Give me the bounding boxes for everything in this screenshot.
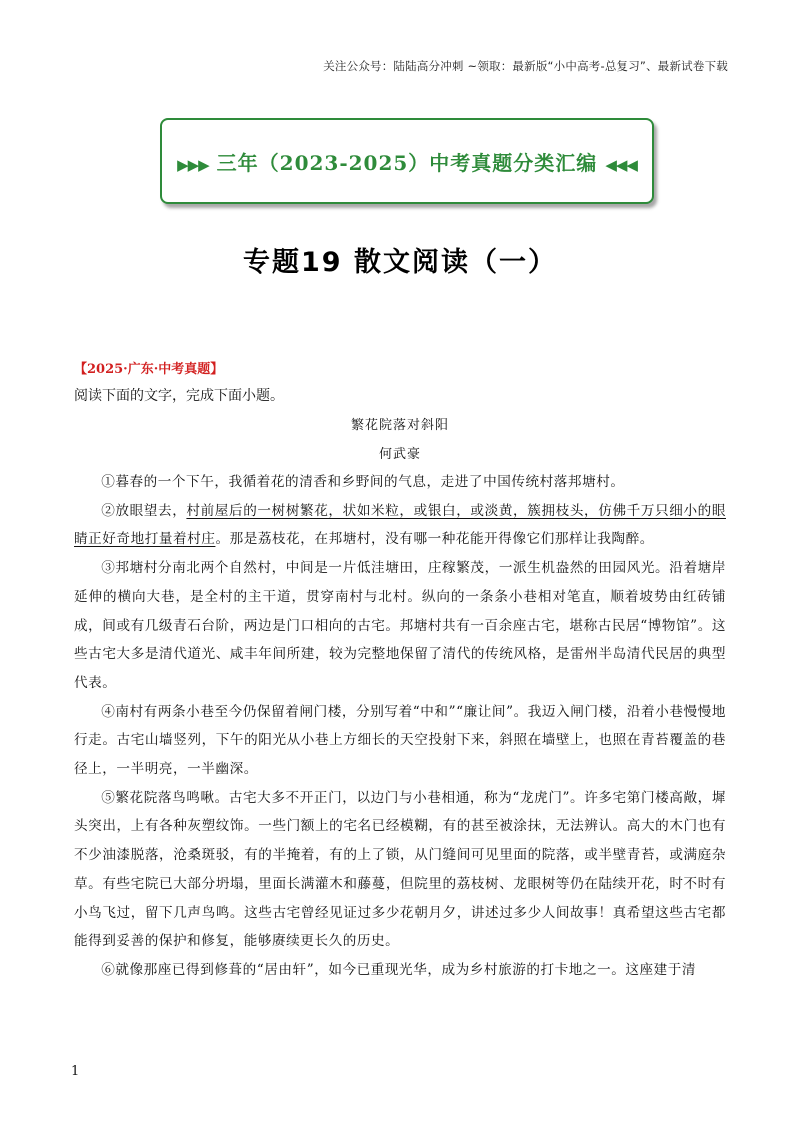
header-note: 关注公众号：陆陆高分冲刺 ~领取：最新版“小中高考-总复习”、最新试卷下载 [323,59,728,73]
essay-title: 繁花院落对斜阳 [350,418,449,433]
paragraph-1: ①暮春的一个下午，我循着花的清香和乡野间的气息，走进了中国传统村落邦塘村。 [101,474,625,490]
exam-source-tag: 【2025·广东·中考真题】 [74,362,224,377]
page-title: 专题19 散文阅读（一） [243,247,557,278]
series-banner [160,118,654,204]
essay-body [74,468,726,985]
paragraph-3: ③邦塘村分南北两个自然村，中间是一片低洼塘田，庄稼繁茂，一派生机盎然的田园风光。沿着塘岸延伸的横向大巷，是全村的主干道，贯穿南村与北村。纵向的一条条小巷相对笔直，顺着坡势由红砖铺成，间或有几级青石台阶，两边是门口相向的古宅。邦塘村共有一百余座古宅，堪称古民居“博物馆”。这些古宅大多是清代道光、咸丰年间所建，较为完整地保留了清代的传统风格，是雷州半岛清代民居的典型代表。 [74,560,726,691]
paragraph-2-lead: ②放眼望去， [101,502,187,519]
essay-author: 何武豪 [378,447,421,462]
paragraph-4: ④南村有两条小巷至今仍保留着闸门楼，分别写着“中和”“廉让间”。我迈入闸门楼，沿着小巷慢慢地行走。古宅山墙竖列，下午的阳光从小巷上方细长的天空投射下来，斜照在墙壁上，也照在青苔覆盖的巷径上，一半明亮，一半幽深。 [74,703,726,778]
paragraph-6: ⑥就像那座已得到修葺的“居由轩”，如今已重现光华，成为乡村旅游的打卡地之一。这座建于清 [101,961,697,978]
paragraph-5: ⑤繁花院落鸟鸣啾。古宅大多不开正门，以边门与小巷相通，称为“龙虎门”。许多宅第门楼高敞，墀头突出，上有各种灰塑纹饰。一些门额上的宅名已经模糊，有的甚至被涂抹，无法辨认。高大的木门也有不少油漆脱落，沧桑斑驳，有的半掩着，有的上了锁，从门缝间可见里面的院落，或半壁青苔，或满庭杂草。有些宅院已大部分坍塌，里面长满灌木和藤蔓，但院里的荔枝树、龙眼树等仍在陆续开花，时不时有小鸟飞过，留下几声鸟鸣。这些古宅曾经见证过多少花朝月夕，讲述过多少人间故事！真希望这些古宅都能得到妥善的保护和修复，能够赓续更长久的历史。 [74,789,726,950]
triple-left-arrow-icon: ◀◀◀ [605,155,637,174]
paragraph-2-tail: 。那是荔枝花，在邦塘村，没有哪一种花能开得像它们那样让我陶醉。 [215,531,654,548]
paragraph-2 [74,497,726,554]
triple-right-arrow-icon: ▶▶▶ [177,155,209,174]
reading-instruction: 阅读下面的文字，完成下面小题。 [74,388,284,404]
banner-title: 三年（2023-2025）中考真题分类汇编 [216,150,598,175]
underlined-sentence: 村前屋后的一树树繁花，状如米粒，或银白，或淡黄，簇拥枝头，仿佛千万只细小的眼睛正好奇地打量着村庄 [74,502,726,548]
banner-title-row [169,147,645,176]
page-number: 1 [71,1064,80,1079]
